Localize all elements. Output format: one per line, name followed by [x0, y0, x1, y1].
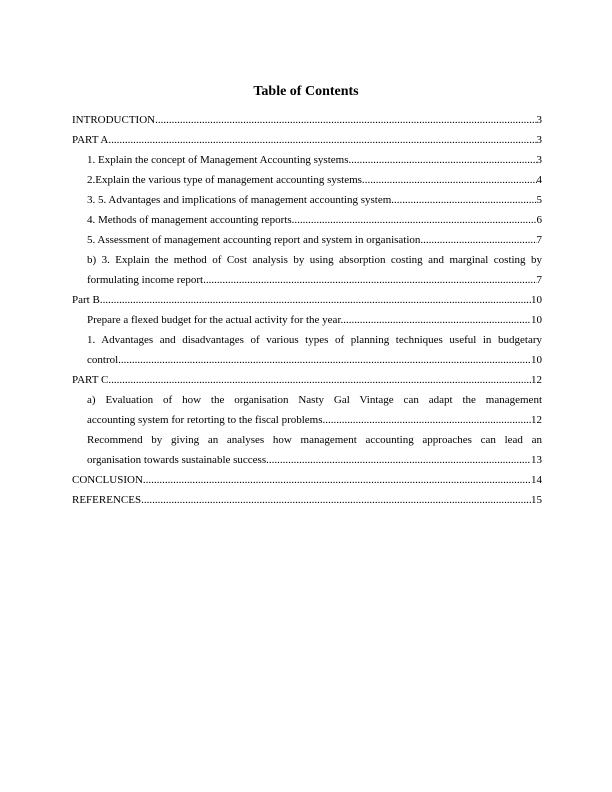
toc-entry-text: 4. Methods of management accounting reports.	[87, 214, 295, 226]
dot-leader	[141, 490, 531, 510]
toc-entry-references[interactable]	[72, 490, 542, 510]
toc-entry-text: 2.Explain the various type of management accounting systems.	[87, 174, 365, 186]
toc-entry-conclusion[interactable]	[72, 470, 542, 490]
toc-entry-b2[interactable]	[72, 330, 542, 370]
dot-leader	[100, 290, 531, 310]
toc-page-number: 3	[536, 154, 542, 166]
toc-page-number: 10	[531, 294, 542, 306]
toc-entry-a5[interactable]	[72, 230, 542, 250]
dot-leader	[325, 410, 531, 430]
dot-leader	[143, 470, 531, 490]
toc-entry-b1[interactable]	[72, 310, 542, 330]
toc-entry-text: 1. Explain the concept of Management Accounting systems.	[87, 154, 352, 166]
toc-entry-text-line2: control	[87, 354, 119, 366]
toc-page-number: 14	[531, 474, 542, 486]
toc-entry-text-line2: accounting system for retorting to the fiscal problems.	[87, 414, 326, 426]
toc-page-number: 12	[531, 414, 542, 426]
dot-leader	[108, 130, 536, 150]
dot-leader	[294, 210, 536, 230]
toc-entry-part-b[interactable]	[72, 290, 542, 310]
toc-entry-a4[interactable]	[72, 210, 542, 230]
dot-leader	[365, 170, 537, 190]
toc-title: Table of Contents	[253, 84, 359, 99]
toc-entry-a6[interactable]	[72, 250, 542, 290]
toc-entry-a1[interactable]	[72, 150, 542, 170]
toc-page-number: 5	[536, 194, 542, 206]
toc-page-number: 15	[531, 494, 542, 506]
dot-leader	[351, 150, 536, 170]
toc-page-number: 4	[536, 174, 542, 186]
toc-entry-part-a[interactable]	[72, 130, 542, 150]
toc-entry-text-line2: formulating income report	[87, 274, 204, 286]
toc-page-number: 3	[536, 114, 542, 126]
dot-leader	[155, 110, 536, 130]
toc-entry-text: CONCLUSION	[72, 474, 143, 486]
toc-entry-text: PART A	[72, 134, 109, 146]
toc-page-number: 3	[536, 134, 542, 146]
toc-page-number: 7	[536, 234, 542, 246]
dot-leader	[269, 450, 531, 470]
toc-entry-text: Prepare a flexed budget for the actual activity for the year.	[87, 314, 344, 326]
toc-page-number: 13	[531, 454, 542, 466]
dot-leader	[394, 190, 536, 210]
toc-entry-text: REFERENCES	[72, 494, 142, 506]
toc-entry-part-c[interactable]	[72, 370, 542, 390]
dot-leader	[343, 310, 531, 330]
toc-entry-text-line1: Recommend by giving an analyses how management accounting approaches can lead an	[87, 434, 542, 446]
toc-entry-text: INTRODUCTION	[72, 114, 156, 126]
toc-page-number: 12	[531, 374, 542, 386]
toc-entry-text-line1: b) 3. Explain the method of Cost analysis by using absorption costing and marginal costing by	[87, 254, 542, 266]
toc-entry-text: PART C	[72, 374, 109, 386]
toc-entry-text: Part B	[72, 294, 100, 306]
toc-entry-text-line1: 1. Advantages and disadvantages of various types of planning techniques useful in budgetary	[87, 334, 542, 346]
toc-entry-a2[interactable]	[72, 170, 542, 190]
toc-entry-text: 5. Assessment of management accounting report and system in organisation.	[87, 234, 424, 246]
toc-page-number: 10	[531, 314, 542, 326]
toc-entry-introduction[interactable]	[72, 110, 542, 130]
dot-leader	[118, 350, 531, 370]
dot-leader	[203, 270, 536, 290]
toc-page-number: 10	[531, 354, 542, 366]
dot-leader	[108, 370, 531, 390]
toc-entry-text-line1: a) Evaluation of how the organisation Nasty Gal Vintage can adapt the management	[87, 394, 542, 406]
toc-page-number: 7	[536, 274, 542, 286]
toc-entry-c1[interactable]	[72, 390, 542, 430]
toc-entry-c2[interactable]	[72, 430, 542, 470]
toc-page-number: 6	[536, 214, 542, 226]
toc-entry-text-line2: organisation towards sustainable success.	[87, 454, 269, 466]
dot-leader	[423, 230, 536, 250]
table-of-contents	[72, 110, 542, 510]
toc-entry-text: 3. 5. Advantages and implications of management accounting system.	[87, 194, 395, 206]
toc-entry-a3[interactable]	[72, 190, 542, 210]
